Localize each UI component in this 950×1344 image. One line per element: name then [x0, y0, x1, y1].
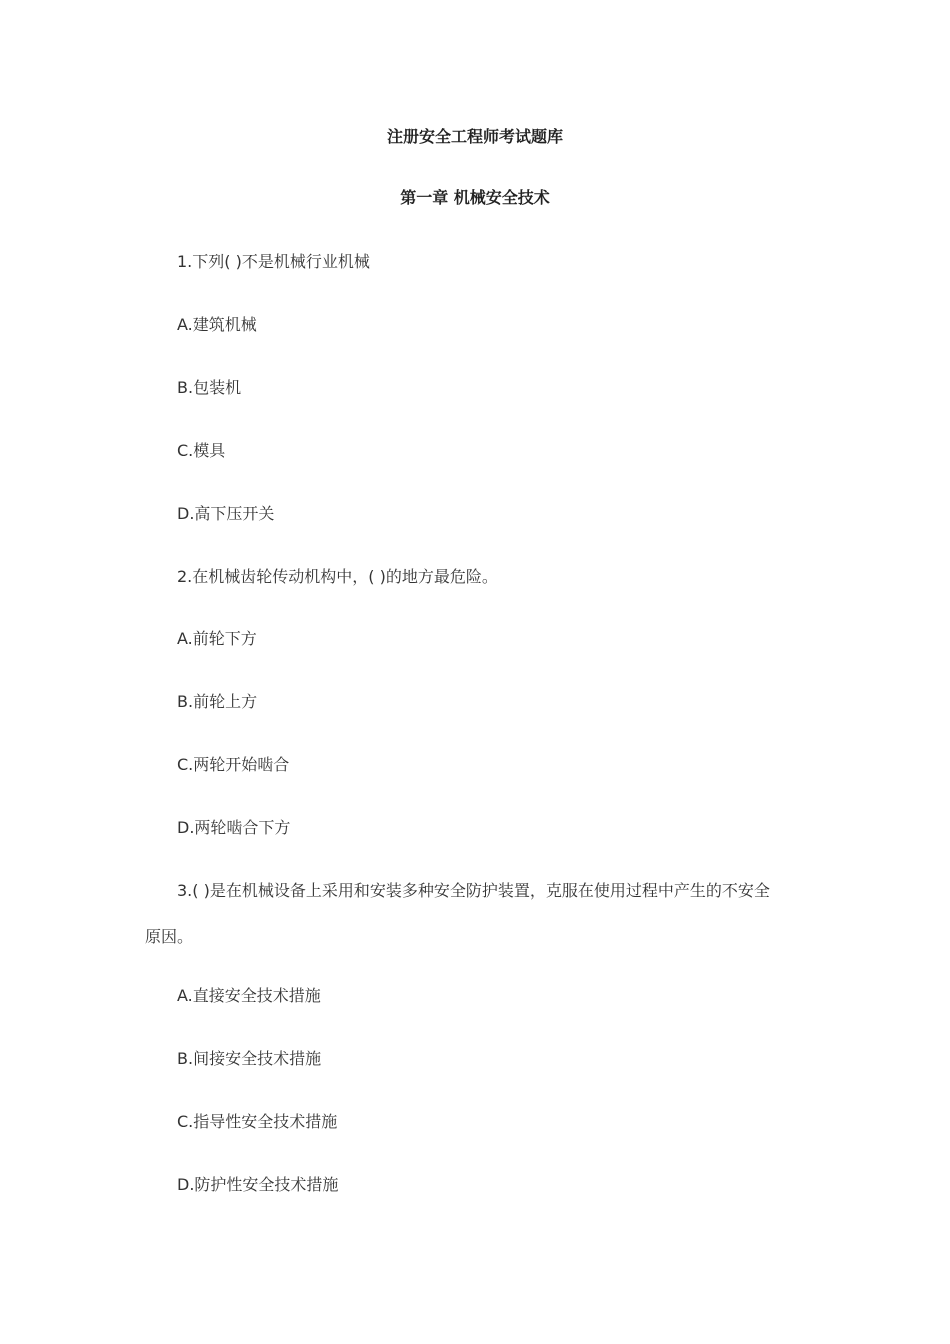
question-1-option-c: C.模具: [177, 441, 226, 460]
question-2-option-d: D.两轮啮合下方: [177, 818, 291, 837]
question-2-stem: 2.在机械齿轮传动机构中，( )的地方最危险。: [177, 567, 498, 586]
question-2-option-c: C.两轮开始啮合: [177, 755, 290, 774]
document-title: 注册安全工程师考试题库: [386, 127, 563, 146]
question-2-option-b: B.前轮上方: [177, 692, 258, 711]
question-1-stem: 1.下列( )不是机械行业机械: [177, 252, 370, 271]
question-3-option-b: B.间接安全技术措施: [177, 1049, 322, 1068]
question-3-option-c: C.指导性安全技术措施: [177, 1112, 338, 1131]
question-3-stem: 3.( )是在机械设备上采用和安装多种安全防护装置，克服在使用过程中产生的不安全: [177, 881, 770, 900]
question-1-option-a: A.建筑机械: [177, 315, 257, 334]
question-1-option-d: D.高下压开关: [177, 504, 275, 523]
question-2-option-a: A.前轮下方: [177, 629, 257, 648]
chapter-heading: 第一章 机械安全技术: [400, 188, 550, 207]
question-3-option-a: A.直接安全技术措施: [177, 986, 321, 1005]
question-3-stem-continued: 原因。: [145, 927, 194, 946]
question-3-option-d: D.防护性安全技术措施: [177, 1175, 339, 1194]
question-1-option-b: B.包装机: [177, 378, 242, 397]
